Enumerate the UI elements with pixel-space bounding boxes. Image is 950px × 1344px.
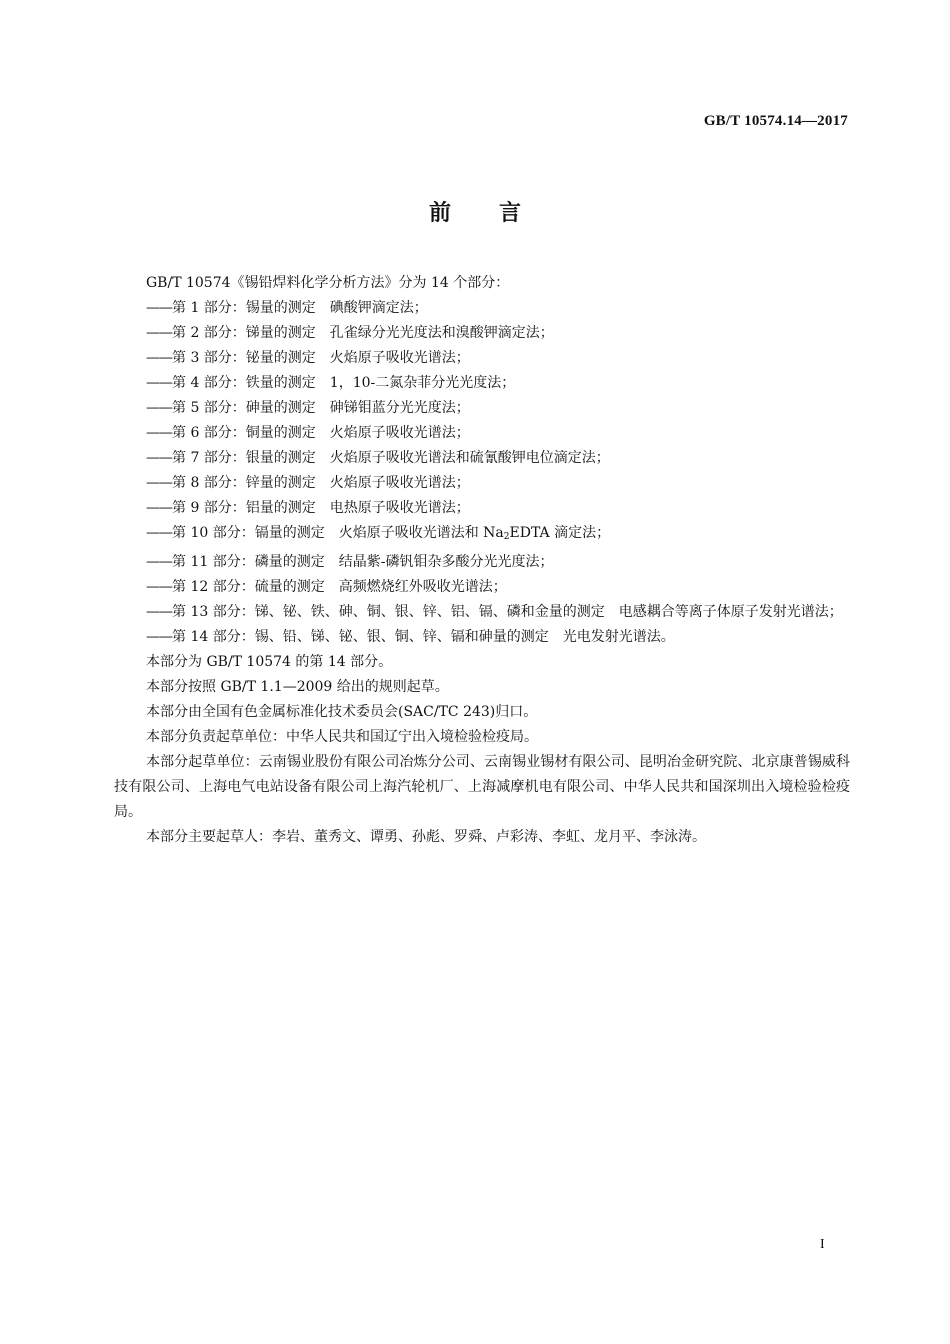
title-char-1: 前	[428, 201, 451, 226]
list-item-part-6: ——第 6 部分：铜量的测定 火焰原子吸收光谱法；	[146, 425, 470, 441]
list-item-part-2: ——第 2 部分：锑量的测定 孔雀绿分光光度法和溴酸钾滴定法；	[146, 325, 554, 341]
page-title	[0, 196, 950, 227]
list-item-part-12: ——第 12 部分：硫量的测定 高频燃烧红外吸收光谱法；	[146, 579, 507, 595]
paragraph-drafters: 本部分主要起草人：李岩、董秀文、谭勇、孙彪、罗舜、卢彩涛、李虹、龙月平、李泳涛。	[146, 829, 706, 845]
list-item-part-14: ——第 14 部分：锡、铅、锑、铋、银、铜、锌、镉和砷量的测定 光电发射光谱法。	[146, 629, 675, 645]
intro-paragraph: GB/T 10574《锡铅焊料化学分析方法》分为 14 个部分：	[146, 275, 510, 291]
foreword-body	[114, 271, 850, 850]
list-item-part-9: ——第 9 部分：铝量的测定 电热原子吸收光谱法；	[146, 500, 470, 516]
list-item-part-13: ——第 13 部分：锑、铋、铁、砷、铜、银、锌、铝、镉、磷和金量的测定 电感耦合等离子体原子发射光谱法；	[146, 604, 843, 620]
list-item-part-11: ——第 11 部分：磷量的测定 结晶紫-磷钒钼杂多酸分光光度法；	[146, 554, 554, 570]
list-item-part-10: ——第 10 部分：镉量的测定 火焰原子吸收光谱法和 $Na_2EDTA$ 滴定法；	[146, 525, 611, 542]
paragraph-drafting-units: 本部分起草单位：云南锡业股份有限公司冶炼分公司、云南锡业锡材有限公司、昆明冶金研究院、北京康普锡威科技有限公司、上海电气电站设备有限公司上海汽轮机厂、上海减摩机电有限公司、中华人民共和国深圳出入境检验检疫局。	[114, 754, 850, 820]
list-item-part-3: ——第 3 部分：铋量的测定 火焰原子吸收光谱法；	[146, 350, 470, 366]
standard-number: GB/T 10574.14—2017	[703, 113, 848, 129]
paragraph-drafting-rules: 本部分按照 GB/T 1.1—2009 给出的规则起草。	[146, 679, 449, 695]
title-char-2: 言	[499, 201, 522, 226]
list-item-part-8: ——第 8 部分：锌量的测定 火焰原子吸收光谱法；	[146, 475, 470, 491]
paragraph-responsible-unit: 本部分负责起草单位：中华人民共和国辽宁出入境检验检疫局。	[146, 729, 538, 745]
list-item-part-1: ——第 1 部分：锡量的测定 碘酸钾滴定法；	[146, 300, 428, 316]
list-item-part-4: ——第 4 部分：铁量的测定 1，10-二氮杂菲分光光度法；	[146, 375, 516, 391]
list-item-part-7: ——第 7 部分：银量的测定 火焰原子吸收光谱法和硫氰酸钾电位滴定法；	[146, 450, 610, 466]
page-number: I	[820, 1237, 825, 1252]
list-item-part-5: ——第 5 部分：砷量的测定 砷锑钼蓝分光光度法；	[146, 400, 470, 416]
paragraph-centralized-by: 本部分由全国有色金属标准化技术委员会(SAC/TC 243)归口。	[146, 704, 538, 720]
paragraph-part-number: 本部分为 GB/T 10574 的第 14 部分。	[146, 654, 393, 670]
